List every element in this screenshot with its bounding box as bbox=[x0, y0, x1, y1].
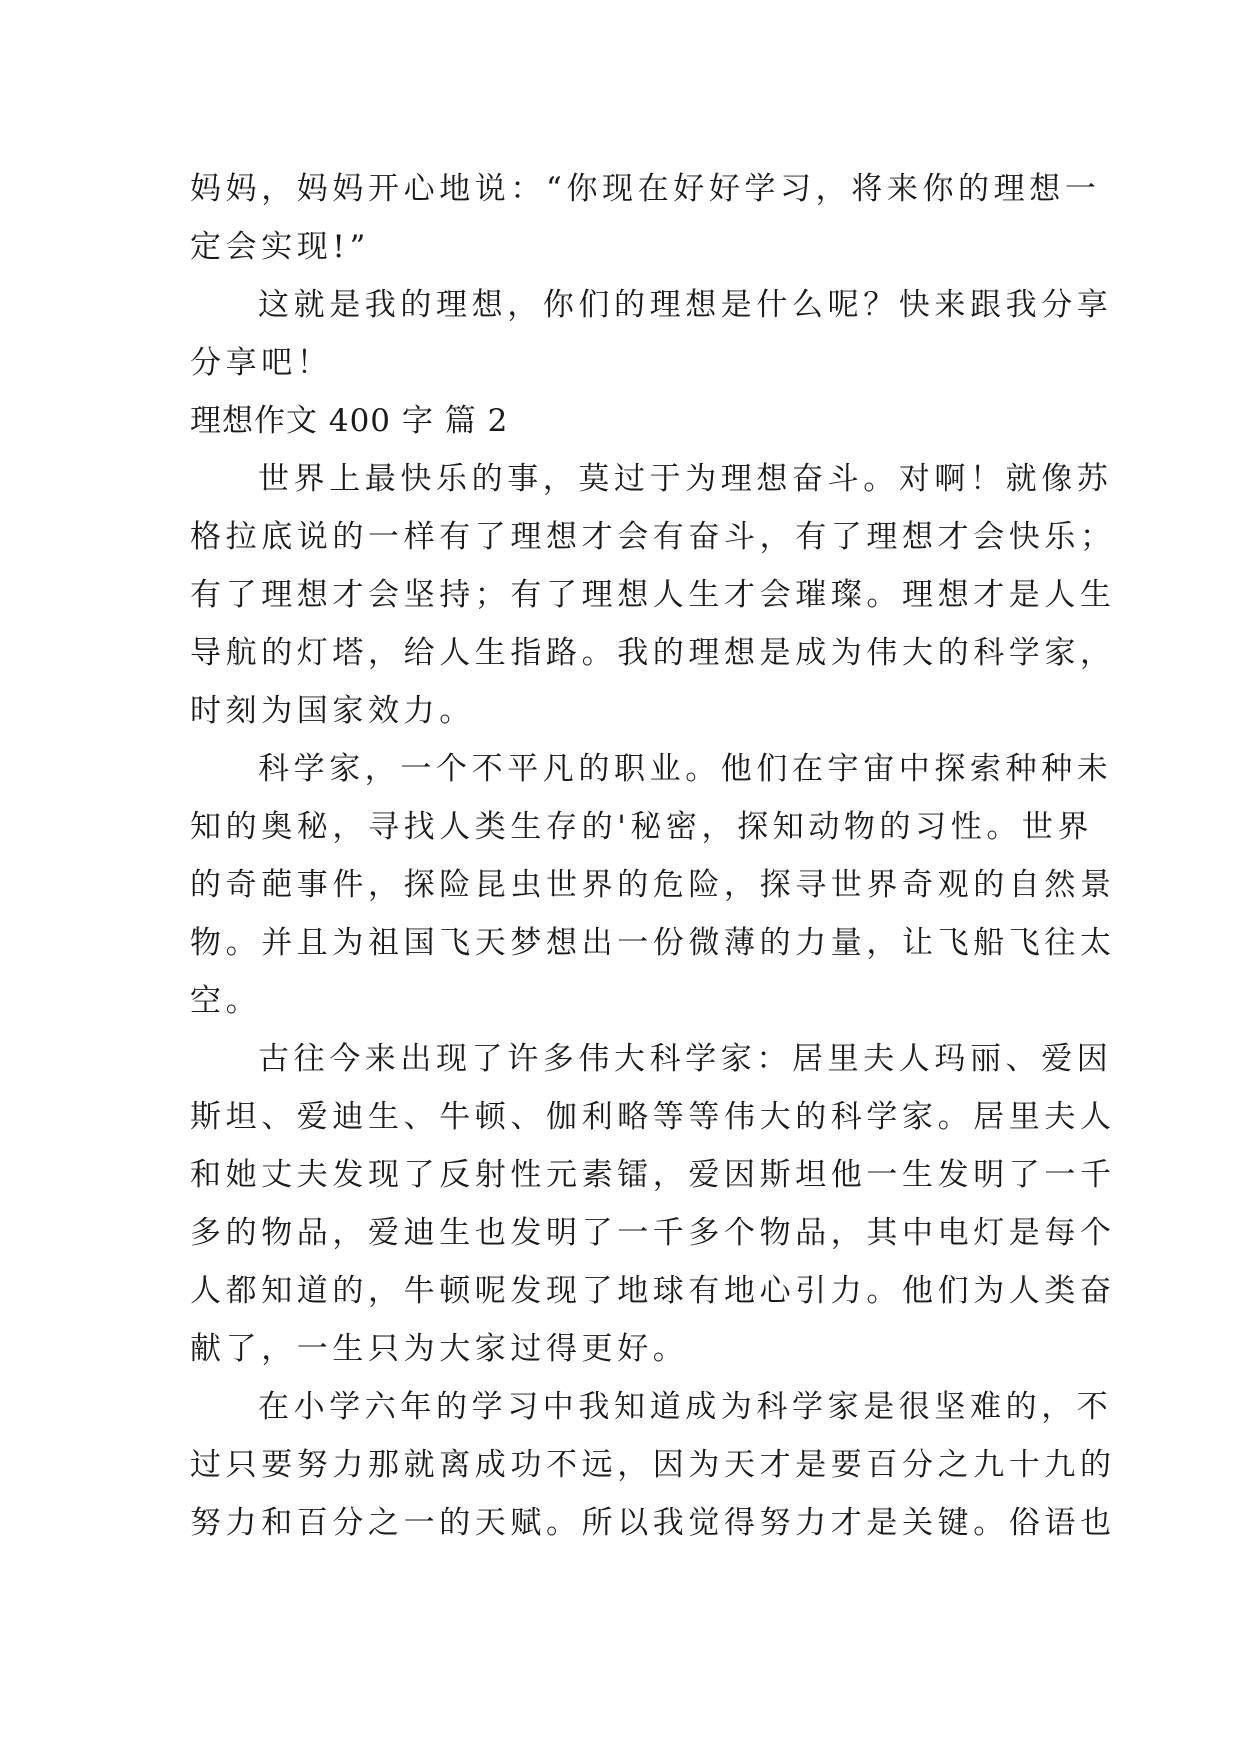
text-line: 空。 bbox=[190, 983, 262, 1019]
paragraph-first-line: 科学家，一个不平凡的职业。他们在宇宙中探索种种未 bbox=[258, 751, 1113, 787]
text-line: 斯坦、爱迪生、牛顿、伽利略等等伟大的科学家。居里夫人 bbox=[190, 1099, 1116, 1135]
text-line: 努力和百分之一的天赋。所以我觉得努力才是关键。俗语也 bbox=[190, 1505, 1116, 1541]
document-page bbox=[190, 160, 1116, 1552]
text-line: 导航的灯塔，给人生指路。我的理想是成为伟大的科学家， bbox=[190, 635, 1116, 671]
text-line: 定会实现!” bbox=[190, 229, 370, 265]
text-line: 过只要努力那就离成功不远，因为天才是要百分之九十九的 bbox=[190, 1447, 1116, 1483]
section-heading: 理想作文 400 字 篇 2 bbox=[190, 403, 509, 439]
text-line: 和她丈夫发现了反射性元素镭，爱因斯坦他一生发明了一千 bbox=[190, 1157, 1116, 1193]
paragraph-first-line: 在小学六年的学习中我知道成为科学家是很坚难的，不 bbox=[258, 1389, 1113, 1425]
text-line: 妈妈，妈妈开心地说：“你现在好好学习，将来你的理想一 bbox=[190, 171, 1101, 207]
text-line: 的奇葩事件，探险昆虫世界的危险，探寻世界奇观的自然景 bbox=[190, 867, 1116, 903]
text-line: 多的物品，爱迪生也发明了一千多个物品，其中电灯是每个 bbox=[190, 1215, 1116, 1251]
text-line: 有了理想才会坚持；有了理想人生才会璀璨。理想才是人生 bbox=[190, 577, 1116, 613]
text-line: 分享吧！ bbox=[190, 345, 333, 381]
text-line: 物。并且为祖国飞天梦想出一份微薄的力量，让飞船飞往太 bbox=[190, 925, 1116, 961]
text-line: 格拉底说的一样有了理想才会有奋斗，有了理想才会快乐； bbox=[190, 519, 1116, 555]
text-line: 人都知道的，牛顿呢发现了地球有地心引力。他们为人类奋 bbox=[190, 1273, 1116, 1309]
paragraph-first-line: 世界上最快乐的事，莫过于为理想奋斗。对啊！就像苏 bbox=[258, 461, 1113, 497]
text-line: 知的奥秘，寻找人类生存的'秘密，探知动物的习性。世界 bbox=[190, 809, 1094, 845]
paragraph-first-line: 古往今来出现了许多伟大科学家：居里夫人玛丽、爱因 bbox=[258, 1041, 1113, 1077]
text-line: 时刻为国家效力。 bbox=[190, 693, 475, 729]
paragraph-first-line: 这就是我的理想，你们的理想是什么呢？快来跟我分享 bbox=[258, 287, 1113, 323]
text-line: 献了，一生只为大家过得更好。 bbox=[190, 1331, 689, 1367]
